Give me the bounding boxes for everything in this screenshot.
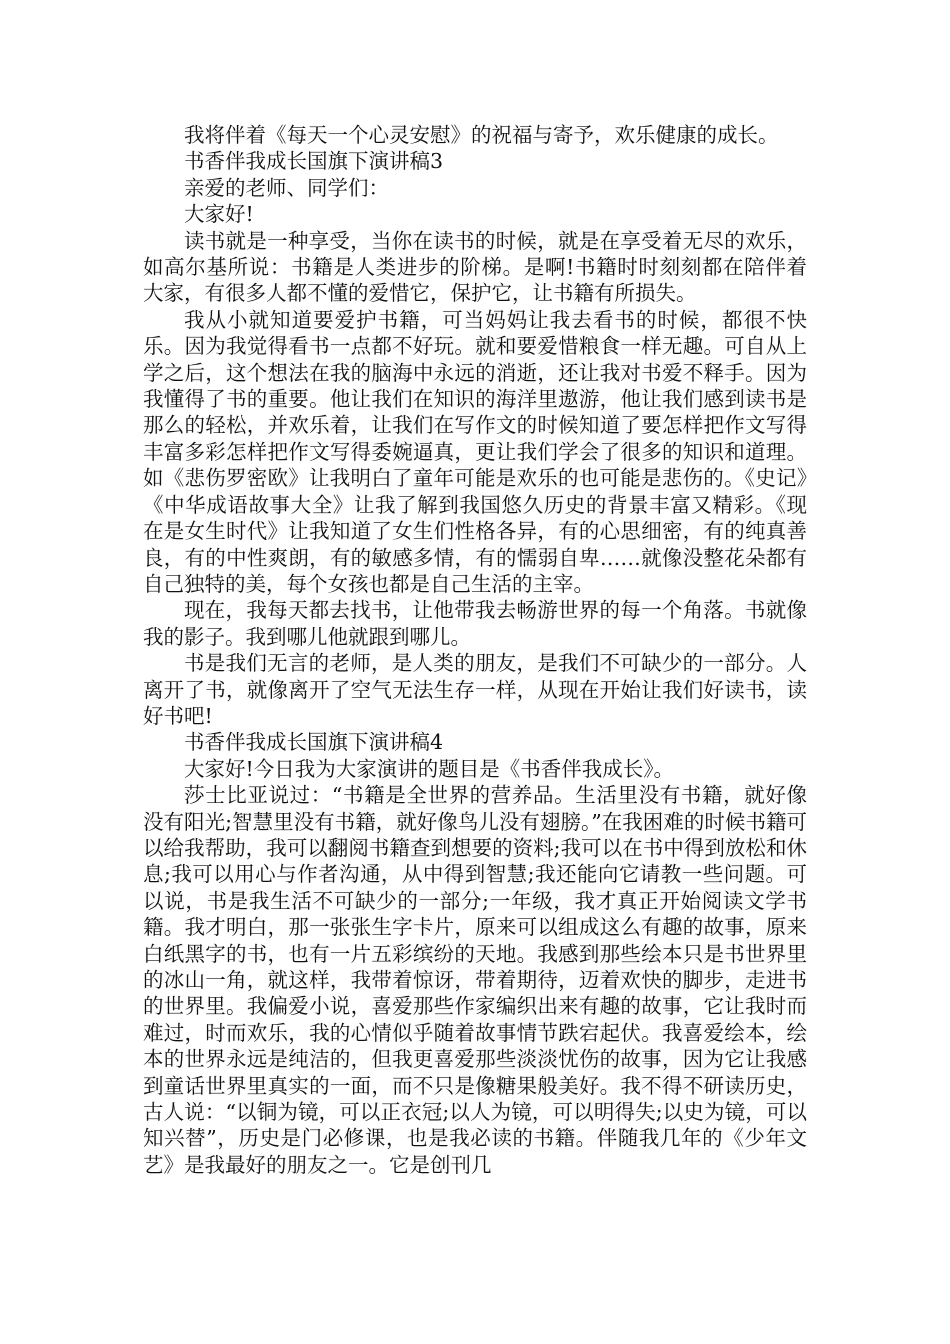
paragraph-books-teacher: 书是我们无言的老师，是人类的朋友，是我们不可缺少的一部分。人离开了书，就像离开了空气无法生存一样，从现在开始让我们好读书，读好书吧!: [143, 651, 807, 728]
salutation-teachers-students: 亲爱的老师、同学们：: [184, 175, 389, 200]
paragraph-speech-topic: 大家好!今日我为大家演讲的题目是《书香伴我成长》。: [184, 756, 674, 781]
paragraph-childhood-books: 我从小就知道要爱护书籍，可当妈妈让我去看书的时候，都很不快乐。因为我觉得看书一点都不好玩。就和要爱惜粮食一样无趣。可自从上学之后，这个想法在我的脑海中永远的消逝，还让我对书爱不释手。因为我懂得了书的重要。他让我们在知识的海洋里遨游，他让我们感到读书是那么的轻松，并欢乐着，让我们在写作文的时候知道了要怎样把作文写得丰富多彩怎样把作文写得委婉逼真，更让我们学会了很多的知识和道理。如《悲伤罗密欧》让我明白了童年可能是欢乐的也可能是悲伤的。《史记》《中华成语故事大全》让我了解到我国悠久历史的背景丰富又精彩。《现在是女生时代》让我知道了女生们性格各异，有的心思细密，有的纯真善良，有的中性爽朗，有的敏感多情，有的懦弱自卑……就像没整花朵都有自己独特的美，每个女孩也都是自己生活的主宰。: [143, 307, 807, 596]
greeting-hello: 大家好!: [184, 202, 254, 227]
heading-speech-4: 书香伴我成长国旗下演讲稿4: [184, 730, 444, 755]
document-page: [143, 122, 807, 1178]
paragraph-daily-reading: 现在，我每天都去找书，让他带我去畅游世界的每一个角落。书就像我的影子。我到哪儿他就跟到哪儿。: [143, 598, 807, 649]
paragraph-closing-wish: 我将伴着《每天一个心灵安慰》的祝福与寄予，欢乐健康的成长。: [184, 123, 779, 147]
paragraph-reading-joy: 读书就是一种享受，当你在读书的时候，就是在享受着无尽的欢乐，如高尔基所说：书籍是人类进步的阶梯。是啊!书籍时时刻刻都在陪伴着大家，有很多人都不懂的爱惜它，保护它，让书籍有所损失。: [143, 228, 807, 306]
paragraph-shakespeare-quote: 莎士比亚说过：“书籍是全世界的营养品。生活里没有书籍，就好像没有阳光;智慧里没有书籍，就好像鸟儿没有翅膀。”在我困难的时候书籍可以给我帮助，我可以翻阅书籍查到想要的资料;我可以在书中得到放松和休息;我可以用心与作者沟通，从中得到智慧;我还能向它请教一些问题。可以说，书是我生活不可缺少的一部分;一年级，我才真正开始阅读文学书籍。我才明白，那一张张生字卡片，原来可以组成这么有趣的故事，原来白纸黑字的书，也有一片五彩缤纷的天地。我感到那些绘本只是书世界里的冰山一角，就这样，我带着惊讶，带着期待，迈着欢快的脚步，走进书的世界里。我偏爱小说，喜爱那些作家编织出来有趣的故事，它让我时而难过，时而欢乐，我的心情似乎随着故事情节跌宕起伏。我喜爱绘本，绘本的世界永远是纯洁的，但我更喜爱那些淡淡忧伤的故事，因为它让我感到童话世界里真实的一面，而不只是像糖果般美好。我不得不研读历史，古人说：“以铜为镜，可以正衣冠;以人为镜，可以明得失;以史为镜，可以知兴替”，历史是门必修课，也是我必读的书籍。伴随我几年的《少年文艺》是我最好的朋友之一。它是创刊几: [143, 783, 807, 1177]
heading-speech-3: 书香伴我成长国旗下演讲稿3: [184, 149, 444, 174]
